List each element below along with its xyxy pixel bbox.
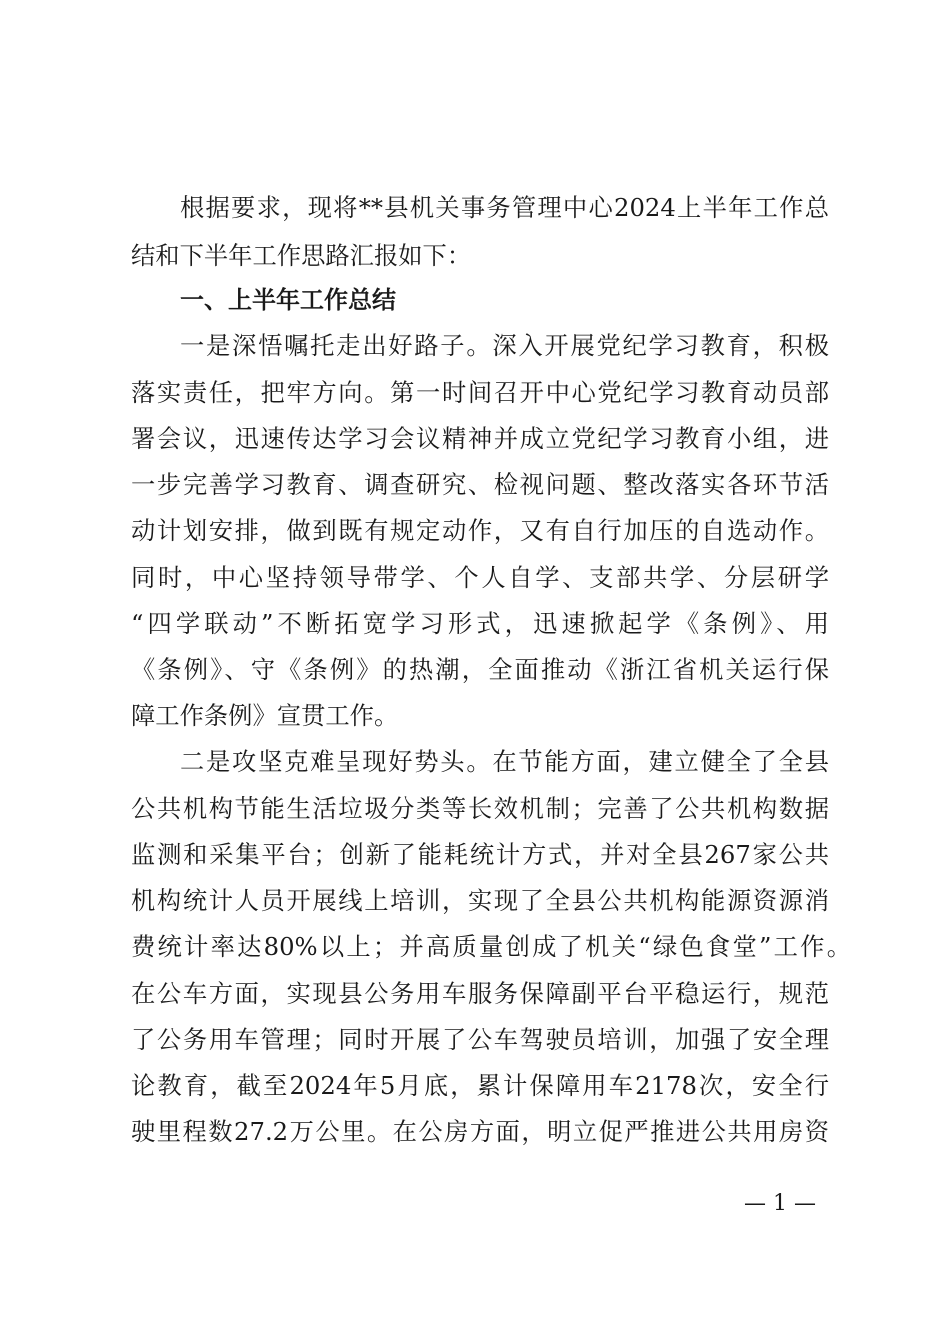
point-two-line-1: 二是攻坚克难呈现好势头。在节能方面，建立健全了全县	[180, 747, 829, 776]
point-two-line-8: 论教育，截至2024年5月底，累计保障用车2178次，安全行	[131, 1071, 829, 1100]
point-two-line-5: 费统计率达80%以上；并高质量创成了机关“绿色食堂”工作。	[131, 932, 851, 961]
intro-line-1: 根据要求，现将**县机关事务管理中心2024上半年工作总	[180, 193, 829, 222]
point-one-line-7: “四学联动”不断拓宽学习形式，迅速掀起学《条例》、用	[131, 609, 829, 638]
point-two-line-6: 在公车方面，实现县公务用车服务保障副平台平稳运行，规范	[131, 979, 829, 1008]
point-one-line-8: 《条例》、守《条例》的热潮，全面推动《浙江省机关运行保	[131, 655, 829, 684]
page-number: — 1 —	[744, 1191, 816, 1216]
point-one-line-3: 署会议，迅速传达学习会议精神并成立党纪学习教育小组，进	[131, 424, 829, 453]
point-two-line-7: 了公务用车管理；同时开展了公车驾驶员培训，加强了安全理	[131, 1025, 829, 1054]
point-two-line-4: 机构统计人员开展线上培训，实现了全县公共机构能源资源消	[131, 886, 829, 915]
section-heading: 一、上半年工作总结	[180, 286, 396, 314]
point-one-line-6: 同时，中心坚持领导带学、个人自学、支部共学、分层研学	[131, 563, 829, 592]
point-two-line-2: 公共机构节能生活垃圾分类等长效机制；完善了公共机构数据	[131, 794, 829, 823]
point-one-line-4: 一步完善学习教育、调查研究、检视问题、整改落实各环节活	[131, 470, 829, 499]
point-one-line-5: 动计划安排，做到既有规定动作，又有自行加压的自选动作。	[131, 516, 829, 545]
point-one-line-2: 落实责任，把牢方向。第一时间召开中心党纪学习教育动员部	[131, 378, 829, 407]
point-two-line-9: 驶里程数27.2万公里。在公房方面，明立促严推进公共用房资	[131, 1117, 829, 1146]
point-two-line-3: 监测和采集平台；创新了能耗统计方式，并对全县267家公共	[131, 840, 829, 869]
intro-line-2: 结和下半年工作思路汇报如下：	[131, 241, 472, 270]
point-one-line-1: 一是深悟嘱托走出好路子。深入开展党纪学习教育，积极	[180, 331, 829, 360]
point-one-line-9: 障工作条例》宣贯工作。	[131, 701, 399, 730]
